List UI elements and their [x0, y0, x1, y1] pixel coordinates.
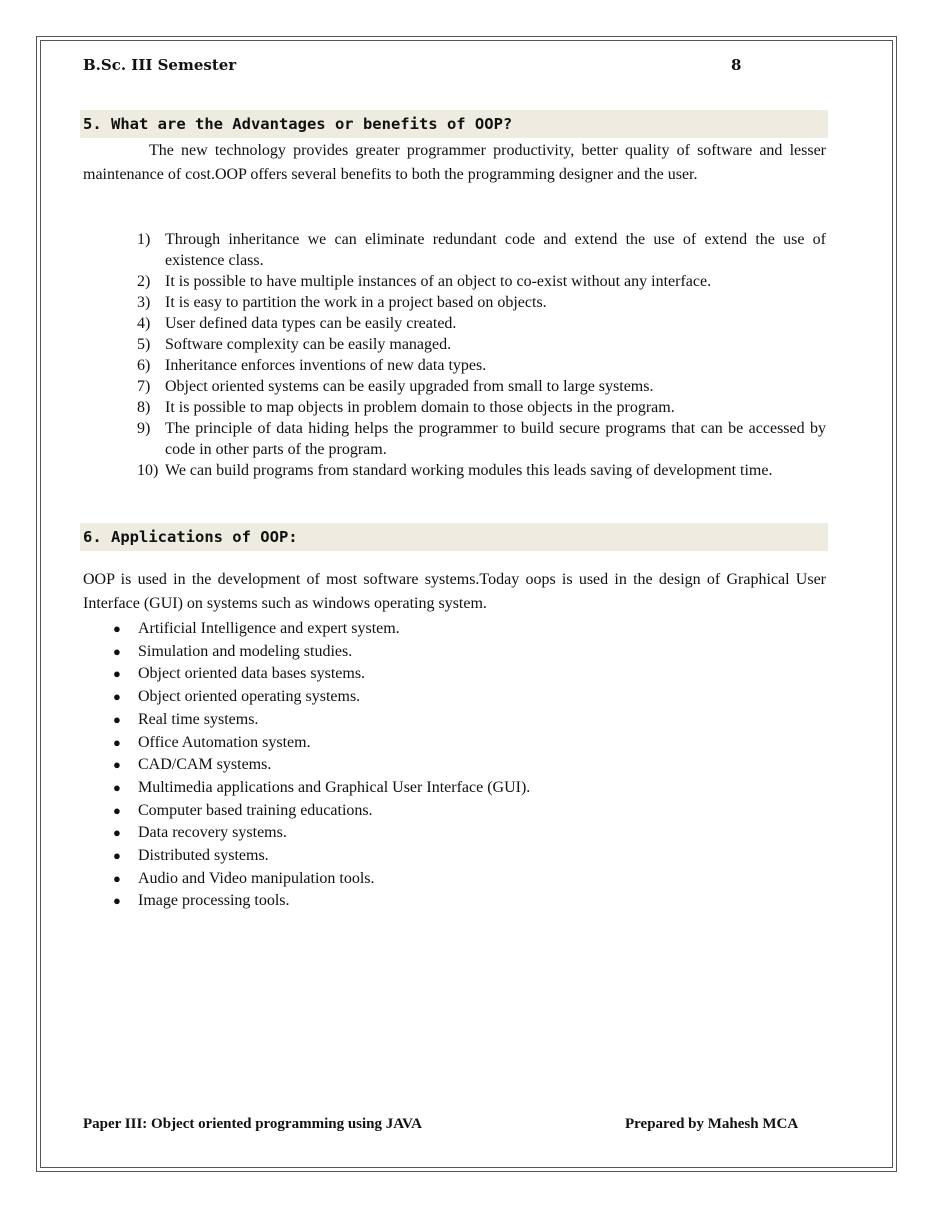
list-item-text: It is possible to map objects in problem domain to those objects in the program.	[165, 399, 675, 416]
list-item	[83, 355, 826, 376]
bullet-icon: ●	[113, 666, 121, 682]
list-item-text: Data recovery systems.	[138, 824, 287, 842]
section5-heading: 5. What are the Advantages or benefits of OOP?	[80, 110, 828, 138]
list-item-text: User defined data types can be easily created.	[165, 315, 457, 332]
list-item	[83, 641, 826, 664]
list-item	[83, 686, 826, 709]
list-item-text: Object oriented data bases systems.	[138, 665, 366, 683]
list-item-text: Distributed systems.	[138, 847, 269, 865]
list-item-text: Inheritance enforces inventions of new data types.	[165, 357, 487, 374]
list-item	[83, 800, 826, 823]
list-item-text: Audio and Video manipulation tools.	[138, 869, 375, 887]
list-item-text: Simulation and modeling studies.	[138, 642, 353, 660]
list-item-text: Software complexity can be easily managed.	[165, 336, 452, 353]
list-item	[83, 397, 826, 418]
list-item-text: Object oriented operating systems.	[138, 688, 361, 706]
advantages-list	[83, 229, 826, 481]
list-item-text: Real time systems.	[138, 710, 259, 728]
section6-intro: OOP is used in the development of most software systems.Today oops is used in the design of Graphical User Interface (GUI) on systems such as windows operating system.	[83, 571, 826, 612]
header-semester: B.Sc. III Semester	[83, 56, 237, 74]
bullet-icon: ●	[113, 621, 121, 636]
bullet-icon: ●	[113, 711, 121, 727]
list-item	[83, 460, 826, 481]
list-item-text: Multimedia applications and Graphical User Interface (GUI).	[138, 778, 531, 796]
list-item	[83, 334, 826, 355]
list-item	[83, 313, 826, 334]
list-item-number: 5)	[137, 336, 151, 353]
section5-intro: The new technology provides greater programmer productivity, better quality of software and lesser maintenance of cost.OOP offers several benefits to both the programming designer and the user.	[83, 142, 826, 183]
bullet-icon: ●	[113, 757, 121, 773]
bullet-icon: ●	[113, 825, 121, 841]
list-item	[83, 754, 826, 777]
applications-list	[83, 618, 826, 913]
list-item	[83, 822, 826, 845]
list-item	[83, 845, 826, 868]
section6-heading: 6. Applications of OOP:	[80, 523, 828, 551]
list-item	[83, 229, 826, 271]
list-item-text: Object oriented systems can be easily upgraded from small to large systems.	[165, 378, 654, 395]
list-item-number: 2)	[137, 273, 151, 290]
list-item-number: 4)	[137, 315, 151, 332]
list-item	[83, 732, 826, 755]
list-item	[83, 777, 826, 800]
list-item-text: It is possible to have multiple instances of an object to co-exist without any interface.	[165, 273, 712, 290]
list-item	[83, 618, 826, 641]
list-item-text: Image processing tools.	[138, 892, 290, 910]
list-item-number: 6)	[137, 357, 151, 374]
bullet-icon: ●	[113, 689, 121, 705]
footer-author: Prepared by Mahesh MCA	[625, 1116, 799, 1132]
list-item-number: 8)	[137, 399, 151, 416]
list-item-number: 1)	[137, 231, 151, 248]
list-item	[83, 376, 826, 397]
list-item-number: 10)	[137, 462, 159, 479]
bullet-icon: ●	[113, 870, 121, 886]
bullet-icon: ●	[113, 802, 121, 818]
list-item-text: The principle of data hiding helps the programmer to build secure programs that can be accessed by code in other parts of the program.	[165, 420, 826, 458]
list-item-number: 3)	[137, 294, 151, 311]
page-number: 8	[731, 56, 742, 74]
list-item-text: CAD/CAM systems.	[138, 756, 272, 774]
footer-paper-title: Paper III: Object oriented programming using JAVA	[83, 1116, 422, 1132]
list-item	[83, 709, 826, 732]
bullet-icon: ●	[113, 893, 121, 909]
list-item	[83, 292, 826, 313]
list-item-text: We can build programs from standard working modules this leads saving of development time.	[165, 462, 773, 479]
list-item-text: Through inheritance we can eliminate redundant code and extend the use of extend the use of existence class.	[165, 231, 826, 269]
list-item	[83, 868, 826, 891]
list-item	[83, 890, 826, 913]
bullet-icon: ●	[113, 779, 121, 795]
list-item	[83, 663, 826, 686]
list-item-text: Artificial Intelligence and expert system.	[138, 620, 400, 637]
bullet-icon: ●	[113, 643, 121, 659]
list-item	[83, 271, 826, 292]
list-item	[83, 418, 826, 460]
list-item-text: Computer based training educations.	[138, 801, 373, 819]
bullet-icon: ●	[113, 848, 121, 864]
bullet-icon: ●	[113, 734, 121, 750]
list-item-text: Office Automation system.	[138, 733, 311, 751]
list-item-text: It is easy to partition the work in a project based on objects.	[165, 294, 547, 311]
list-item-number: 7)	[137, 378, 151, 395]
list-item-number: 9)	[137, 420, 151, 437]
